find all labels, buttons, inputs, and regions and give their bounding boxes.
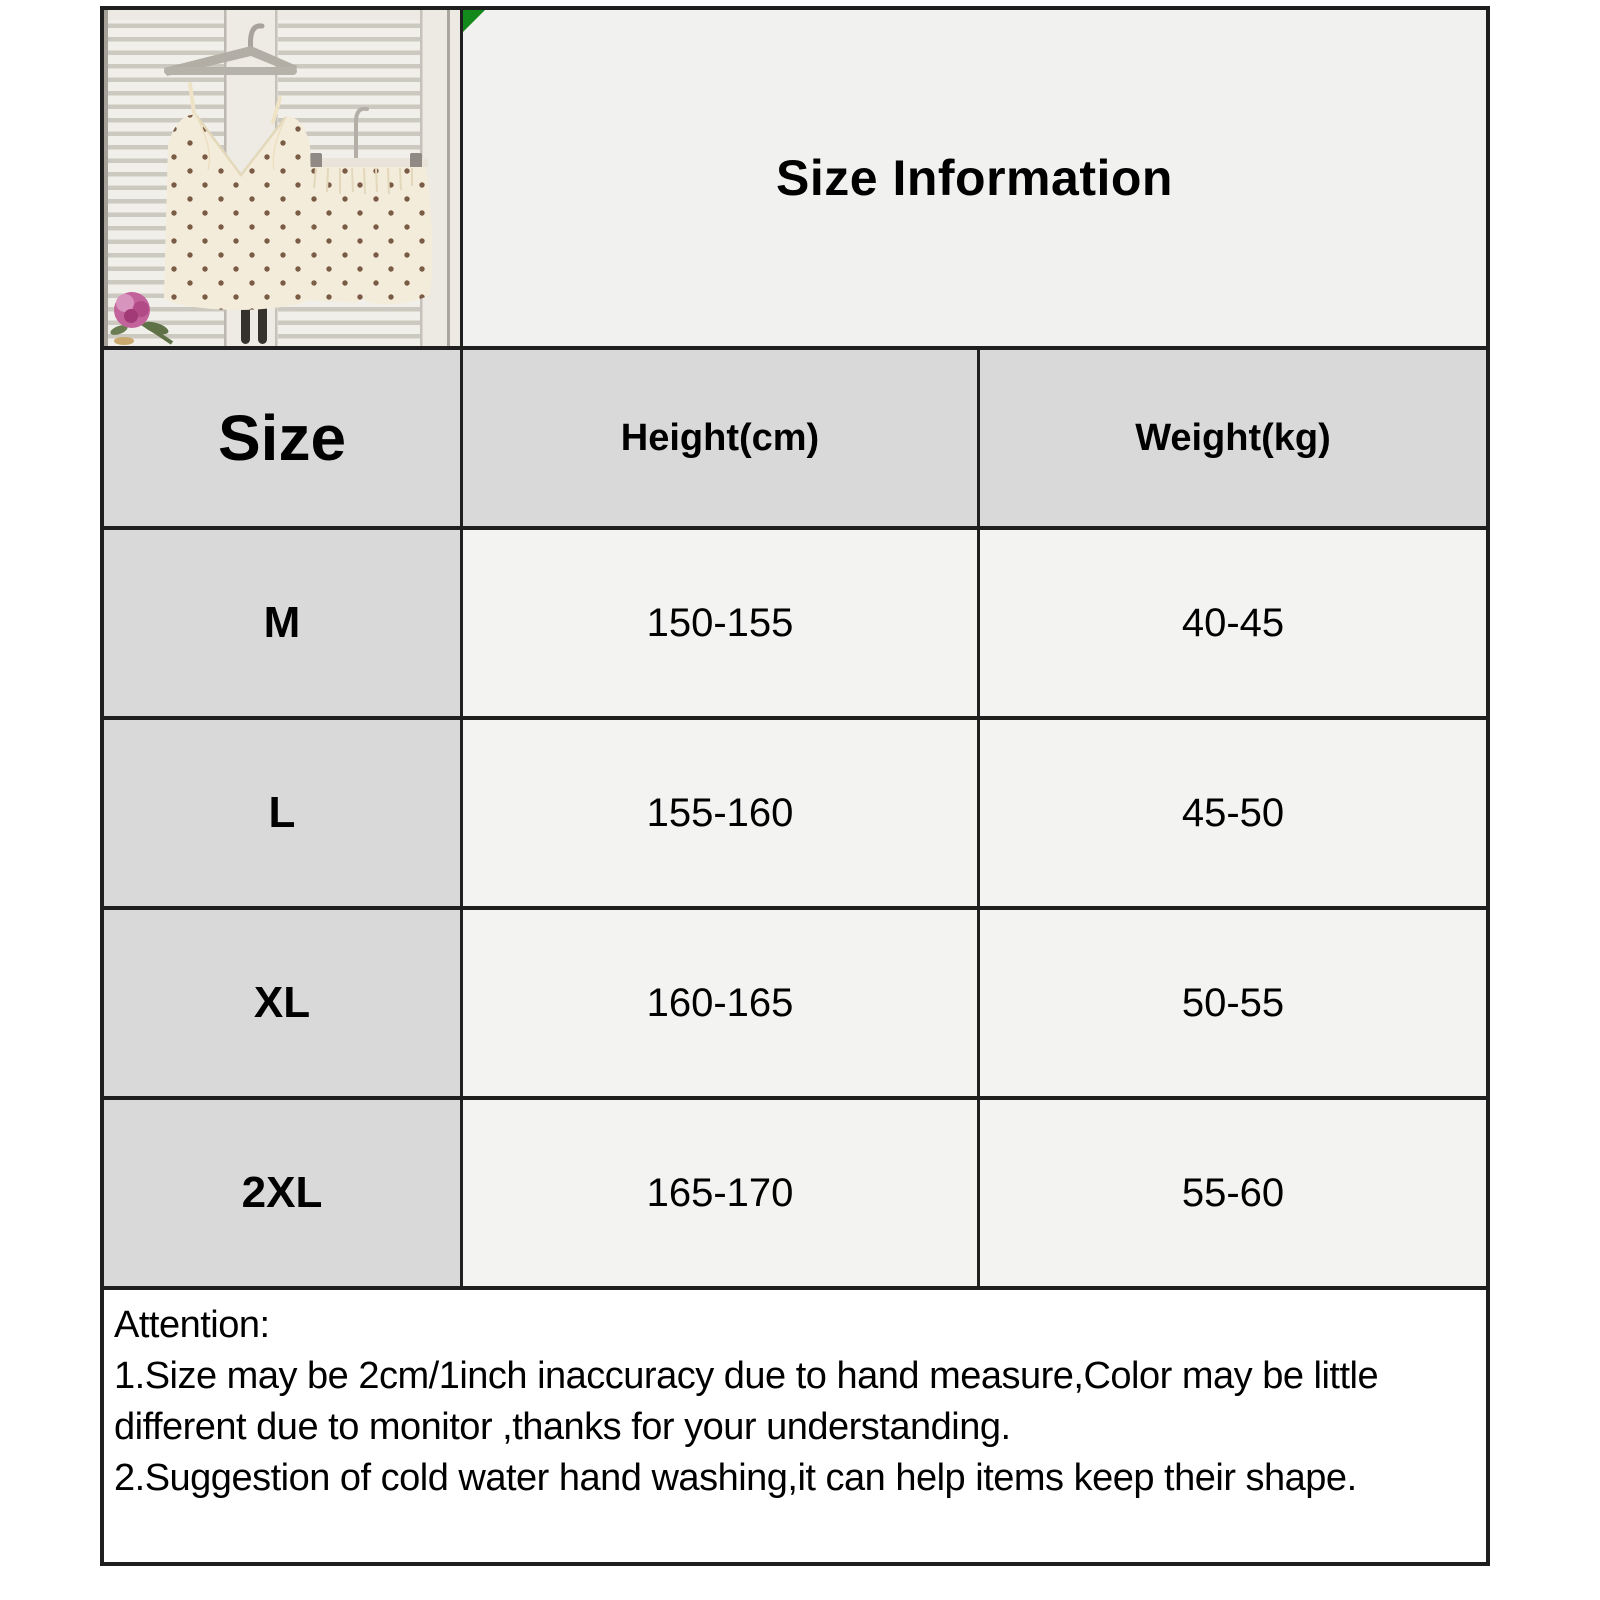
- top-row: [104, 10, 1486, 346]
- column-header-size: Size: [104, 350, 460, 526]
- table-row-xl: [104, 906, 1486, 1096]
- attention-note-2: 2.Suggestion of cold water hand washing,it can help items keep their shape.: [114, 1457, 1357, 1499]
- weight-value: 55-60: [977, 1100, 1486, 1286]
- table-row-m: [104, 526, 1486, 716]
- weight-value: 40-45: [977, 530, 1486, 716]
- attention-notes: [104, 1286, 1486, 1562]
- height-value: 150-155: [460, 530, 977, 716]
- size-label: XL: [104, 910, 460, 1096]
- green-corner-marker-icon: [463, 10, 485, 32]
- attention-note-1-cont: different due to monitor ,thanks for your understanding.: [114, 1406, 1011, 1448]
- size-chart-sheet: [100, 6, 1490, 1566]
- size-label: 2XL: [104, 1100, 460, 1286]
- height-value: 155-160: [460, 720, 977, 906]
- column-header-weight: Weight(kg): [977, 350, 1486, 526]
- table-header-row: [104, 346, 1486, 526]
- attention-note-1: 1.Size may be 2cm/1inch inaccuracy due to hand measure,Color may be little: [114, 1355, 1379, 1397]
- pajama-set-illustration: [104, 10, 460, 346]
- weight-value: 50-55: [977, 910, 1486, 1096]
- height-value: 165-170: [460, 1100, 977, 1286]
- weight-value: 45-50: [977, 720, 1486, 906]
- attention-heading: Attention:: [114, 1304, 270, 1346]
- size-information-header-cell: [460, 10, 1486, 346]
- product-photo: [104, 10, 460, 346]
- column-header-height: Height(cm): [460, 350, 977, 526]
- size-label: L: [104, 720, 460, 906]
- page-title: Size Information: [776, 150, 1173, 206]
- height-value: 160-165: [460, 910, 977, 1096]
- size-label: M: [104, 530, 460, 716]
- table-row-l: [104, 716, 1486, 906]
- table-row-2xl: [104, 1096, 1486, 1286]
